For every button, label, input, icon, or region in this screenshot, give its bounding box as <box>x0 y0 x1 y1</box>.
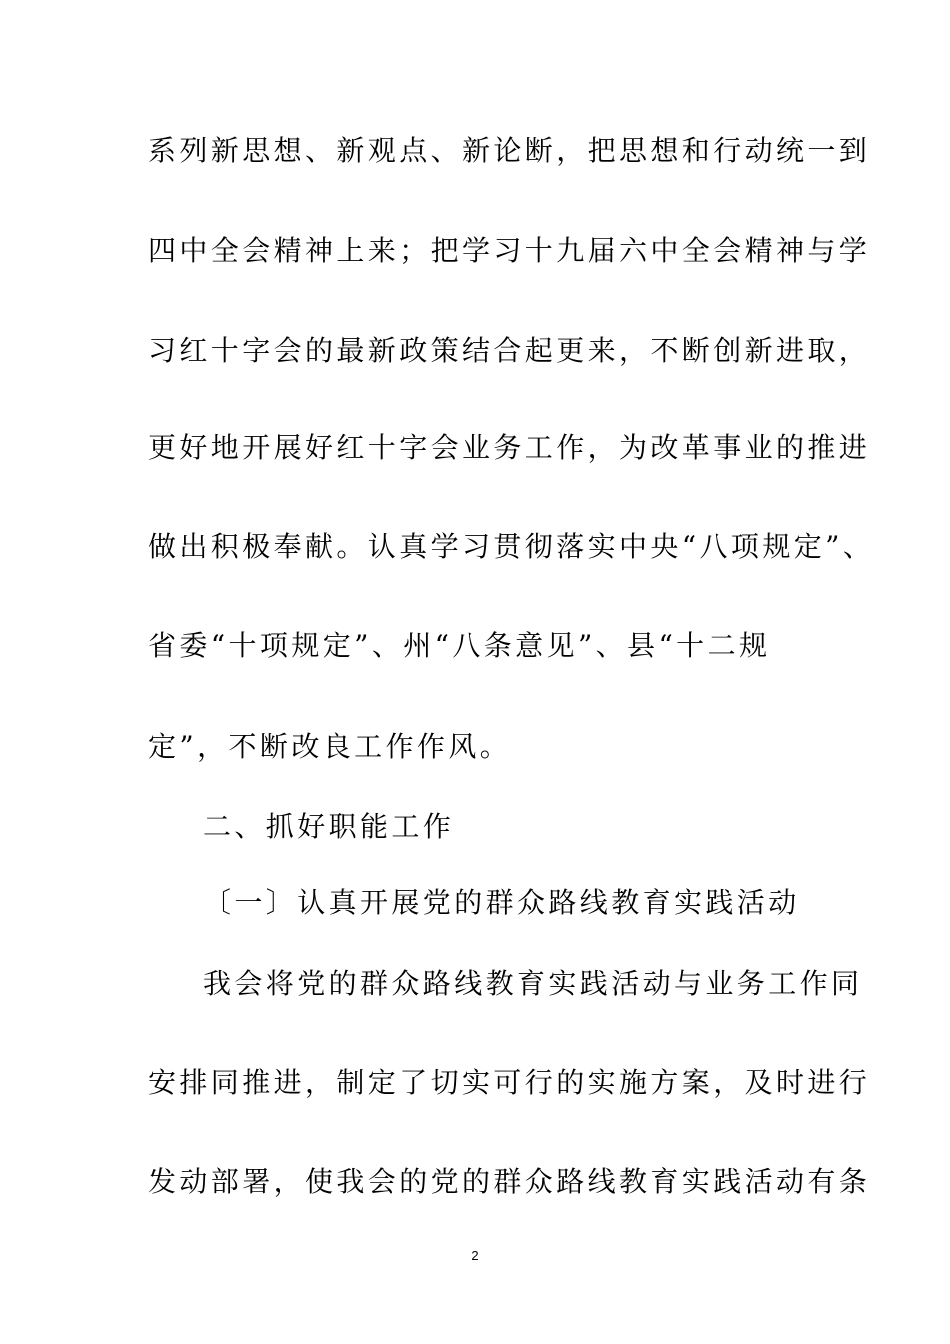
body-text-line: 系列新思想、新观点、新论断，把思想和行动统一到 <box>148 134 871 167</box>
body-text-line: 我会将党的群众路线教育实践活动与业务工作同 <box>203 967 863 1000</box>
body-text-line: 四中全会精神上来；把学习十九届六中全会精神与学 <box>148 234 871 267</box>
page-number: 2 <box>471 1248 479 1263</box>
subsection-heading: 〔一〕认真开展党的群众路线教育实践活动 <box>203 886 800 919</box>
body-text-line: 安排同推进，制定了切实可行的实施方案，及时进行 <box>148 1066 871 1099</box>
body-text-line: 发动部署，使我会的党的群众路线教育实践活动有条 <box>148 1165 871 1198</box>
body-text-line: 更好地开展好红十字会业务工作，为改革事业的推进 <box>148 431 871 464</box>
body-text-line: 习红十字会的最新政策结合起更来，不断创新进取， <box>148 334 871 367</box>
section-heading: 二、抓好职能工作 <box>203 810 455 843</box>
body-text-line: 定”，不断改良工作作风。 <box>148 730 512 763</box>
body-text-line: 做出积极奉献。认真学习贯彻落实中央“八项规定”、 <box>148 530 875 563</box>
body-text-line: 省委“十项规定”、州“八条意见”、县“十二规 <box>148 629 771 662</box>
